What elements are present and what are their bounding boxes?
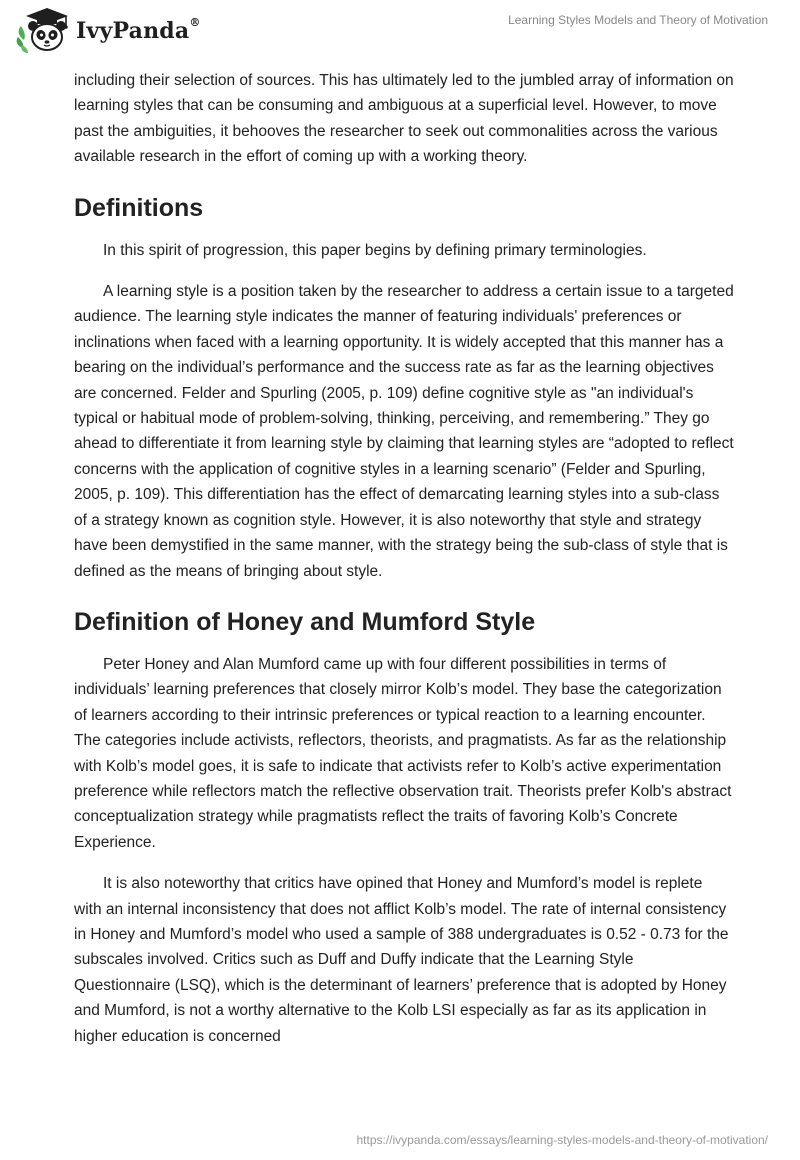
ivypanda-logo[interactable]: [14, 6, 201, 56]
document-title: Learning Styles Models and Theory of Motivation: [508, 13, 768, 27]
intro-paragraph: including their selection of sources. This has ultimately led to the jumbled array of information on learning styles that can be consuming and ambiguous at a superficial level. However, to move past the ambiguities, it behooves the researcher to seek out commonalities across the various available research in the effort of coming up with a working theory.: [74, 72, 734, 166]
page-header: [0, 0, 800, 64]
panda-graduate-icon: [14, 6, 72, 56]
paragraph: In this spirit of progression, this paper begins by defining primary terminologies.: [103, 241, 647, 259]
paragraph: It is also noteworthy that critics have opined that Honey and Mumford’s model is replete with an internal inconsistency that does not afflict Kolb’s model. The rate of internal consistency in Honey and Mumford’s model who used a sample of 388 undergraduates is 0.52 - 0.73 for the subscales involved. Critics such as Duff and Duffy indicate that the Learning Style Questionnaire (LSQ), which is the determinant of learners’ preference that is adopted by Honey and Mumford, is not a worthy alternative to the Kolb LSI especially as far as its application in higher education is concerned: [74, 875, 729, 1045]
source-url[interactable]: https://ivypanda.com/essays/learning-styles-models-and-theory-of-motivation/: [356, 1133, 768, 1147]
paragraph: Peter Honey and Alan Mumford came up with four different possibilities in terms of individuals’ learning preferences that closely mirror Kolb’s model. They base the categorization of learners according to their intrinsic preferences or typical reaction to a learning encounter. The categories include activists, reflectors, theorists, and pragmatists. As far as the relationship with Kolb’s model goes, it is safe to indicate that activists refer to Kolb’s active experimentation preference while reflectors match the reflective observation trait. Theorists prefer Kolb's abstract conceptualization strategy while pragmatists reflect the traits of favoring Kolb’s Concrete Experience.: [74, 655, 732, 851]
section-heading-honey-mumford: Definition of Honey and Mumford Style: [74, 607, 536, 636]
brand-name: IvyPanda®: [76, 16, 201, 44]
essay-body: [74, 68, 734, 1065]
section-heading-definitions: Definitions: [74, 193, 204, 222]
paragraph: A learning style is a position taken by the researcher to address a certain issue to a targeted audience. The learning style indicates the manner of featuring individuals' preferences or inclinations when faced with a learning opportunity. It is widely accepted that this manner has a bearing on the individual’s performance and the success rate as far as the learning objectives are concerned. Felder and Spurling (2005, p. 109) define cognitive style as "an individual's typical or habitual mode of problem-solving, thinking, perceiving, and remembering.” They go ahead to differentiate it from learning style by claiming that learning styles are “adopted to reflect concerns with the application of cognitive styles in a learning scenario” (Felder and Spurling, 2005, p. 109). This differentiation has the effect of demarcating learning styles into a sub-class of a strategy known as cognition style. However, it is also noteworthy that style and strategy have been demystified in the same manner, with the strategy being the sub-class of style that is defined as the means of bringing about style.: [74, 283, 734, 580]
